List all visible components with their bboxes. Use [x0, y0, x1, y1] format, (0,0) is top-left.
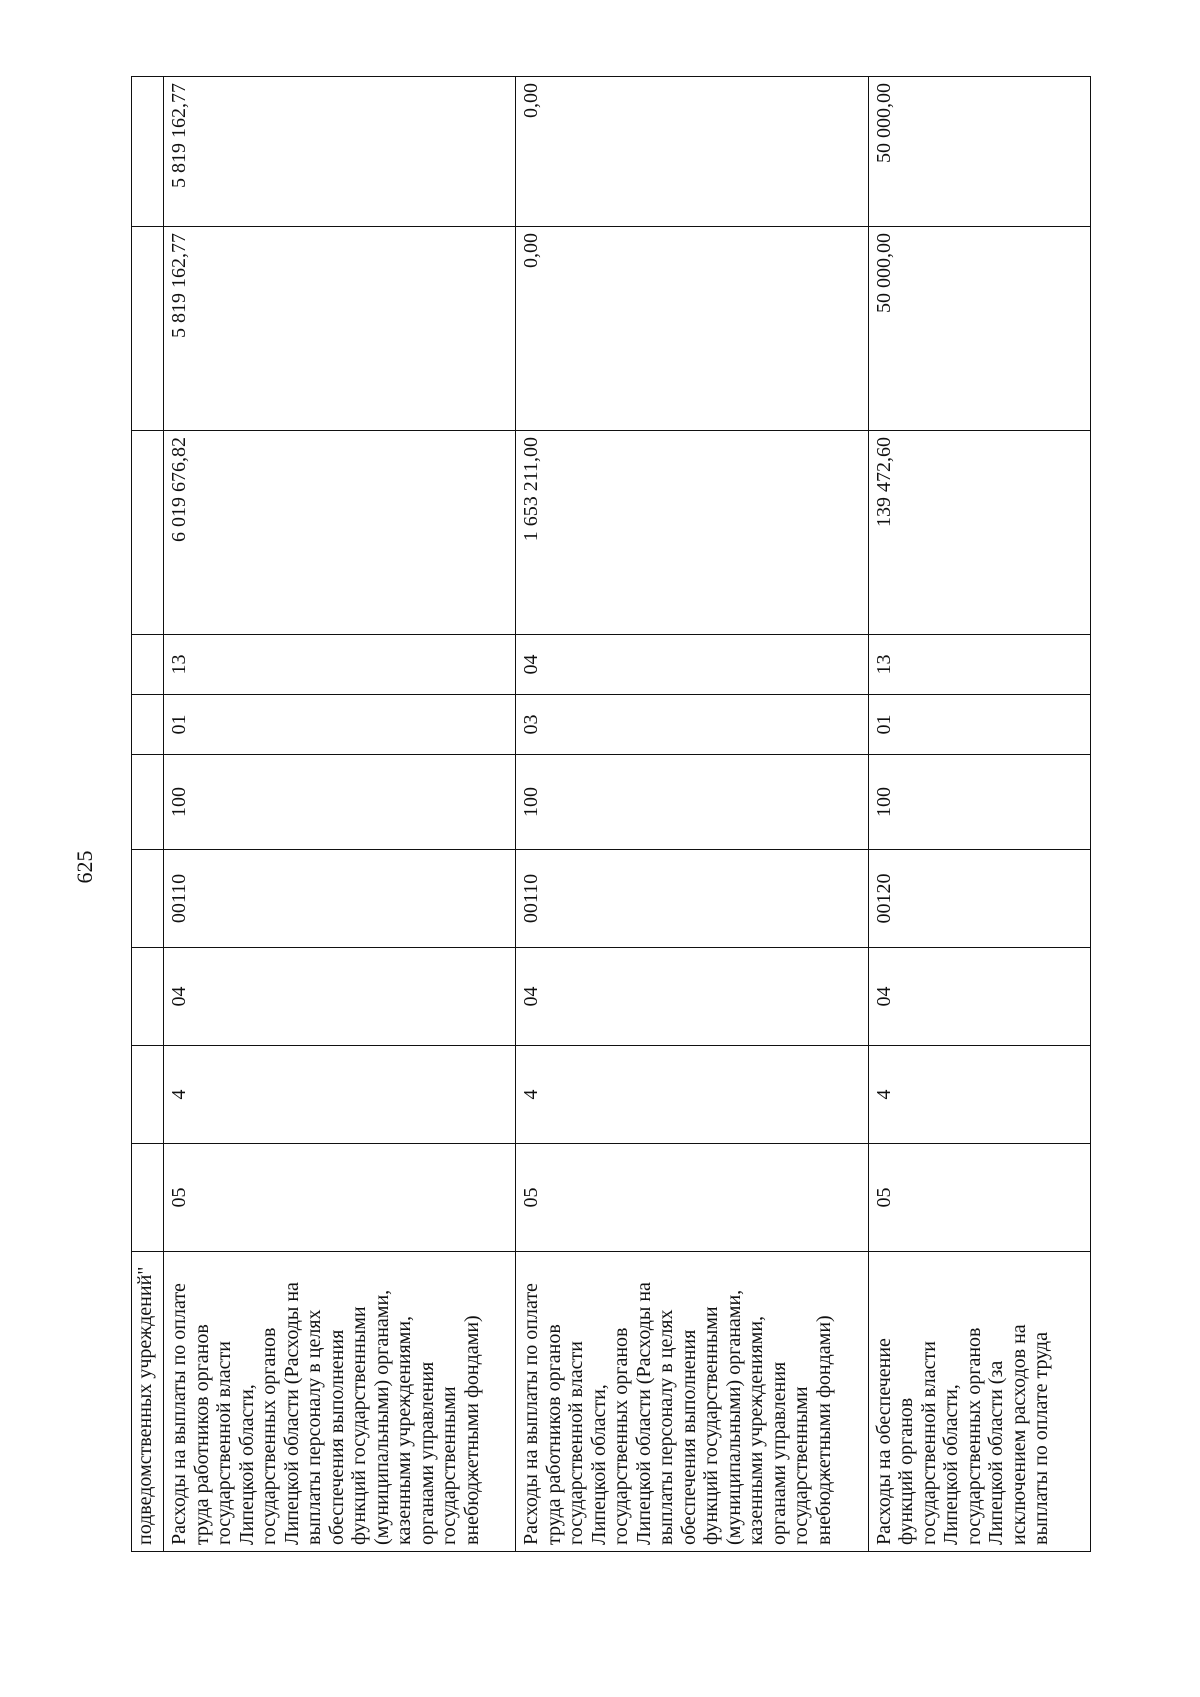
table-row — [516, 77, 868, 1552]
code-cell: 05 — [516, 1144, 868, 1252]
code-cell: 01 — [868, 695, 1090, 755]
amount-cell: 0,00 — [516, 77, 868, 227]
amount-cell: 139 472,60 — [868, 431, 1090, 635]
code-cell: 00110 — [516, 850, 868, 948]
row-name-cell: Расходы на выплаты по оплате труда работников органов государственной власти Липецкой области, государственных органов Липецкой области (Расходы на выплаты персоналу в целях обеспечения выполнения функций государственными (муниципальными) органами, казенными учреждениями, органами управления государственными внебюджетными фондами) — [516, 1252, 868, 1552]
amount-cell: 50 000,00 — [868, 77, 1090, 227]
code-cell: 4 — [868, 1046, 1090, 1144]
row-name-cell: Расходы на выплаты по оплате труда работников органов государственной власти Липецкой области, государственных органов Липецкой области (Расходы на выплаты персоналу в целях обеспечения выполнения функций государственными (муниципальными) органами, казенными учреждениями, органами управления государственными внебюджетными фондами) — [164, 1252, 516, 1552]
code-cell: 03 — [516, 695, 868, 755]
code-cell: 05 — [868, 1144, 1090, 1252]
budget-table — [131, 76, 1091, 1552]
code-cell: 100 — [164, 755, 516, 850]
code-cell: 13 — [868, 635, 1090, 695]
table-row — [868, 77, 1090, 1552]
code-cell: 4 — [164, 1046, 516, 1144]
amount-cell: 50 000,00 — [868, 227, 1090, 431]
row-name-cell: подведомственных учреждений" — [132, 1252, 164, 1552]
amount-cell: 5 819 162,77 — [164, 227, 516, 431]
page-number: 625 — [72, 850, 97, 884]
code-cell: 04 — [516, 635, 868, 695]
code-cell: 04 — [868, 948, 1090, 1046]
code-cell: 00120 — [868, 850, 1090, 948]
code-cell: 00110 — [164, 850, 516, 948]
amount-cell: 0,00 — [516, 227, 868, 431]
code-cell: 100 — [868, 755, 1090, 850]
code-cell: 4 — [516, 1046, 868, 1144]
code-cell: 05 — [164, 1144, 516, 1252]
row-name-cell: Расходы на обеспечение функций органов государственной власти Липецкой области, государственных органов Липецкой области (за исключением расходов на выплаты по оплате труда — [868, 1252, 1090, 1552]
code-cell: 04 — [164, 948, 516, 1046]
code-cell: 13 — [164, 635, 516, 695]
code-cell: 04 — [516, 948, 868, 1046]
code-cell: 100 — [516, 755, 868, 850]
table-row — [132, 77, 164, 1552]
amount-cell: 5 819 162,77 — [164, 77, 516, 227]
table-row — [164, 77, 516, 1552]
amount-cell: 1 653 211,00 — [516, 431, 868, 635]
code-cell: 01 — [164, 695, 516, 755]
amount-cell: 6 019 676,82 — [164, 431, 516, 635]
